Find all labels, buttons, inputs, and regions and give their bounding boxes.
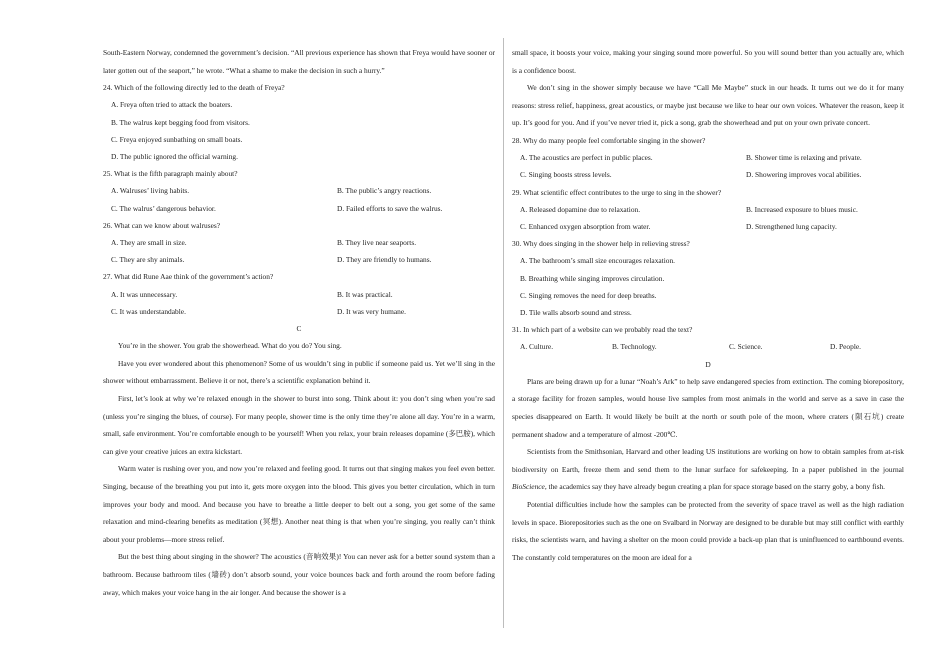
option-27c: C. It was understandable. bbox=[111, 306, 186, 316]
question-26: 26. What can we know about walruses? bbox=[103, 220, 221, 230]
option-27b: B. It was practical. bbox=[337, 289, 393, 299]
passage-d-p2-part2: , the academics say they have already begun creating a plan for space storage based on the starry goby, a bony fish. bbox=[544, 482, 886, 492]
passage-d-paragraph-2 bbox=[512, 443, 904, 496]
option-25c: C. The walrus’ dangerous behavior. bbox=[111, 203, 216, 213]
option-24c: C. Freya enjoyed sunbathing on small boats. bbox=[111, 134, 243, 144]
option-31d: D. People. bbox=[830, 342, 861, 352]
question-28: 28. Why do many people feel comfortable singing in the shower? bbox=[512, 135, 706, 145]
question-29: 29. What scientific effect contributes to the urge to sing in the shower? bbox=[512, 187, 722, 197]
question-25: 25. What is the fifth paragraph mainly about? bbox=[103, 169, 238, 179]
option-26c: C. They are shy animals. bbox=[111, 255, 185, 265]
question-24: 24. Which of the following directly led to the death of Freya? bbox=[103, 83, 285, 93]
question-31: 31. In which part of a website can we probably read the text? bbox=[512, 325, 693, 335]
section-heading-d: D bbox=[705, 359, 711, 369]
passage-d-p2-part1: Scientists from the Smithsonian, Harvard and other leading US institutions are working on how to obtain samples from at-risk biodiversity on Earth, freeze them and send them to the lunar surface for safekeeping. In a paper published in the journal bbox=[512, 447, 904, 474]
option-24a: A. Freya often tried to attack the boaters. bbox=[111, 100, 233, 110]
option-24d: D. The public ignored the official warning. bbox=[111, 152, 238, 161]
option-28c: C. Singing boosts stress levels. bbox=[520, 170, 612, 180]
column-divider bbox=[503, 38, 504, 628]
passage-c-paragraph-2: Have you ever wondered about this phenomenon? Some of us wouldn’t sing in public if someone paid us. Yet we’ll sing in the shower without embarrassment. Believe it or not, there’s a scientific explanation behind it. bbox=[103, 358, 495, 386]
option-24b: B. The walrus kept begging food from visitors. bbox=[111, 117, 250, 127]
options-25-row2 bbox=[103, 200, 495, 217]
option-28a: A. The acoustics are perfect in public places. bbox=[520, 153, 653, 163]
left-column bbox=[103, 44, 495, 601]
options-29-row1 bbox=[512, 201, 904, 218]
option-25d: D. Failed efforts to save the walrus. bbox=[337, 203, 443, 213]
option-31b: B. Technology. bbox=[612, 342, 657, 352]
options-31-row bbox=[512, 338, 904, 355]
option-30c: C. Singing removes the need for deep breaths. bbox=[520, 290, 657, 300]
option-26a: A. They are small in size. bbox=[111, 238, 187, 248]
passage-c-paragraph-1: You’re in the shower. You grab the showerhead. What do you do? You sing. bbox=[118, 341, 342, 351]
option-30b: B. Breathing while singing improves circulation. bbox=[520, 273, 665, 283]
passage-d-paragraph-3: Potential difficulties include how the samples can be protected from the severity of space travel as well as the high radiation levels in space. Biorepositories such as the one on Svalbard in Norway are designed to be durable but may still conflict with earthly risks, the scientists warn, and having a shelter on the moon could provide a back-up plan that is uninfluenced to earthbound events. The constantly cold temperatures on the moon are ideal for a bbox=[512, 499, 904, 562]
option-29c: C. Enhanced oxygen absorption from water. bbox=[520, 221, 651, 231]
section-heading-c: C bbox=[296, 324, 302, 334]
question-27: 27. What did Rune Aae think of the government’s action? bbox=[103, 272, 274, 282]
option-28b: B. Shower time is relaxing and private. bbox=[746, 153, 862, 163]
option-31c: C. Science. bbox=[729, 342, 763, 352]
option-26d: D. They are friendly to humans. bbox=[337, 255, 432, 265]
passage-c-paragraph-6: We don’t sing in the shower simply because we have “Call Me Maybe” stuck in our heads. It turns out we do it for many reasons: stress relief, happiness, great acoustics, or maybe just because we like to hear our own voices. Whatever the reason, keep it up. It’s good for you. And if you’ve never tried it, pick a song, grab the showerhead and put on your own private concert. bbox=[512, 83, 904, 128]
options-26-row2 bbox=[103, 251, 495, 268]
journal-name: BioScience bbox=[512, 482, 545, 492]
option-25b: B. The public’s angry reactions. bbox=[337, 186, 432, 196]
option-25a: A. Walruses’ living habits. bbox=[111, 186, 190, 196]
option-30d: D. Tile walls absorb sound and stress. bbox=[520, 308, 632, 317]
passage-c-paragraph-5-cont: small space, it boosts your voice, making your singing sound more powerful. So you will sound better than you actually are, which is a confidence boost. bbox=[512, 48, 904, 75]
option-27a: A. It was unnecessary. bbox=[111, 289, 178, 299]
option-30a: A. The bathroom’s small size encourages relaxation. bbox=[520, 256, 676, 266]
passage-c-paragraph-3: First, let’s look at why we’re relaxed enough in the shower to burst into song. Think about it: you don’t sing when you’re sad (unless you’re singing the blues, of course). For many people, shower time is the only time they’re alone all day. You’re in a warm, small, safe environment. You’re comfortable enough to be yourself! When you relax, your brain releases dopamine (多巴胺), which can give your creative juices an extra kickstart. bbox=[103, 394, 495, 456]
options-28-row2 bbox=[512, 166, 904, 183]
option-29b: B. Increased exposure to blues music. bbox=[746, 204, 858, 214]
options-25-row1 bbox=[103, 182, 495, 199]
options-27-row1 bbox=[103, 286, 495, 303]
options-28-row1 bbox=[512, 149, 904, 166]
options-27-row2 bbox=[103, 303, 495, 320]
question-30: 30. Why does singing in the shower help in relieving stress? bbox=[512, 239, 690, 249]
passage-c-paragraph-4: Warm water is rushing over you, and now you’re relaxed and feeling good. It turns out that singing makes you feel even better. Singing, because of the breathing you put into it, gets more oxygen into the blood. This gives you better circulation, which in turn improves your body and mood. And because you have to breathe a little deeper to belt out a song, you get some of the same relaxation and mind-clearing benefits as meditation (冥想). Another neat thing is that when you’re singing, you really can’t think about your problems—more stress relief. bbox=[103, 464, 495, 544]
option-29d: D. Strengthened lung capacity. bbox=[746, 221, 837, 231]
option-27d: D. It was very humane. bbox=[337, 306, 406, 316]
passage-c-paragraph-5: But the best thing about singing in the shower? The acoustics (音响效果)! You can never ask for a better sound system than a bathroom. Because bathroom tiles (墙砖) don’t absorb sound, your voice bounces back and forth around the room before fading away, which makes your voice hang in the air longer. And because the shower is a bbox=[103, 552, 495, 597]
passage-d-paragraph-1: Plans are being drawn up for a lunar “Noah’s Ark” to help save endangered species from extinction. The coming biorepository, a storage facility for frozen samples, would house live samples from most animals in the world and serve as a save in case the species disappeared on Earth. It would likely be built at the north or south pole of the moon, where craters (陨石坑) create permanent shadow and a temperature of almost -200℃. bbox=[512, 376, 904, 439]
option-28d: D. Showering improves vocal abilities. bbox=[746, 170, 862, 180]
right-column bbox=[512, 44, 904, 566]
options-29-row2 bbox=[512, 218, 904, 235]
options-26-row1 bbox=[103, 234, 495, 251]
option-31a: A. Culture. bbox=[520, 342, 554, 352]
passage-b-ending: South-Eastern Norway, condemned the government’s decision. “All previous experience has shown that Freya would have sooner or later gotten out of the seaport,” he wrote. “What a shame to make the decision in such a hurry.” bbox=[103, 48, 495, 75]
option-26b: B. They live near seaports. bbox=[337, 238, 417, 248]
option-29a: A. Released dopamine due to relaxation. bbox=[520, 204, 641, 214]
